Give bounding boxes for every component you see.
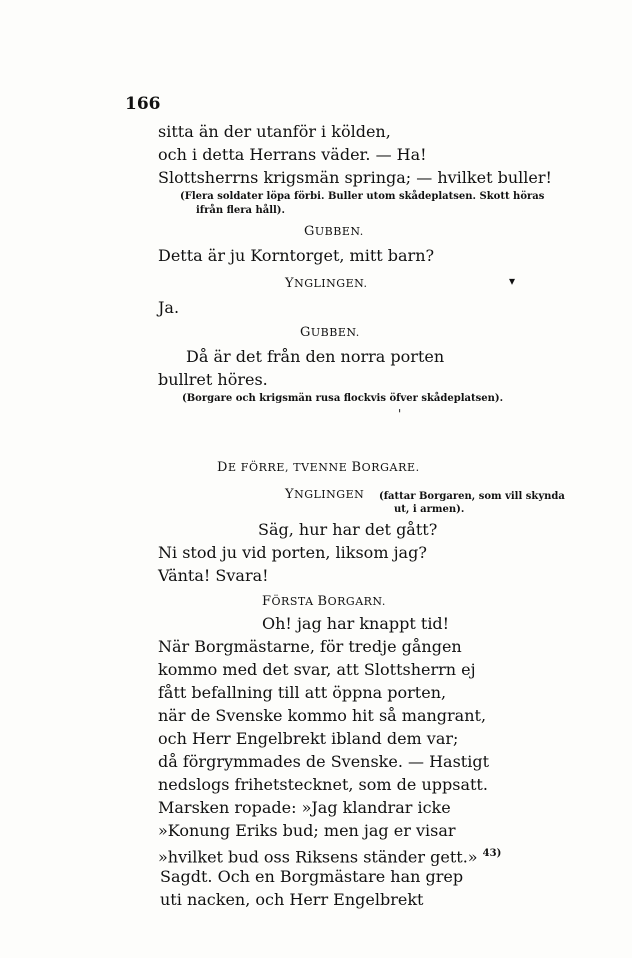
speaker-initial: B: [317, 594, 328, 609]
speaker-initial: Y: [285, 487, 295, 502]
speaker-name: [300, 323, 360, 343]
verse-line: uti nacken, och Herr Engelbrekt: [160, 890, 424, 909]
speaker-rest: UBBEN.: [314, 225, 364, 238]
verse-line: Detta är ju Korntorget, mitt barn?: [158, 246, 435, 265]
verse-line: Sagdt. Och en Borgmästare han grep: [160, 867, 464, 886]
verse-line: Oh! jag har knappt tid!: [262, 614, 450, 633]
stage-direction: (Flera soldater löpa förbi. Buller utom skådeplatsen. Skott höras: [180, 191, 545, 202]
speaker-rest: UBBEN.: [310, 326, 360, 339]
verse-text: »hvilket bud oss Riksens ständer gett.»: [158, 847, 478, 867]
speaker-rest: NGLINGEN.: [294, 277, 368, 290]
scene-heading: [217, 458, 420, 478]
verse-line: kommo med det svar, att Slottsherrn ej: [158, 660, 476, 679]
stage-direction: (fattar Borgaren, som vill skynda: [379, 491, 565, 502]
verse-line: sitta än der utanför i kölden,: [158, 122, 391, 141]
verse-line: när de Svenske kommo hit så mangrant,: [158, 706, 487, 725]
verse-line: Slottsherrns krigsmän springa; — hvilket buller!: [158, 168, 552, 187]
speaker-initial: F: [262, 594, 272, 609]
stage-direction: ifrån flera håll).: [196, 205, 286, 216]
stage-direction: ut, i armen).: [394, 504, 465, 515]
speaker-rest: ÖRSTA: [271, 595, 318, 608]
speaker-name: [304, 222, 364, 242]
verse-line: »Konung Eriks bud; men jag er visar: [158, 821, 456, 840]
heading-initial: D: [217, 460, 229, 475]
verse-line: Marsken ropade: »Jag klandrar icke: [158, 798, 451, 817]
speaker-name: [285, 274, 368, 294]
speaker-initial: G: [304, 224, 315, 239]
speaker-name: [285, 485, 364, 505]
verse-line: och i detta Herrans väder. — Ha!: [158, 145, 427, 164]
speaker-name: [262, 592, 386, 612]
verse-line: fått befallning till att öppna porten,: [158, 683, 447, 702]
verse-line: bullret höres.: [158, 370, 268, 389]
verse-line: och Herr Engelbrekt ibland dem var;: [158, 729, 459, 748]
stage-direction: (Borgare och krigsmän rusa flockvis öfver skådeplatsen).: [182, 393, 504, 404]
stray-mark: ▾: [509, 274, 516, 288]
verse-line: Vänta! Svara!: [158, 566, 269, 585]
speaker-initial: G: [300, 325, 311, 340]
speaker-rest: ORGARN.: [327, 595, 386, 608]
footnote-ref: 43): [482, 848, 502, 859]
verse-line: [158, 844, 501, 867]
heading-rest: ORGARE.: [361, 461, 420, 474]
heading-rest: E FÖRRE, TVENNE: [228, 461, 352, 474]
stray-mark: ': [398, 407, 402, 421]
speaker-rest: NGLINGEN: [294, 488, 365, 501]
verse-line: Ni stod ju vid porten, liksom jag?: [158, 543, 427, 562]
verse-line: då förgrymmades de Svenske. — Hastigt: [158, 752, 490, 771]
heading-initial: B: [351, 460, 362, 475]
verse-line: Säg, hur har det gått?: [258, 520, 438, 539]
verse-line: När Borgmästarne, för tredje gången: [158, 637, 462, 656]
verse-line: nedslogs frihetstecknet, som de uppsatt.: [158, 775, 488, 794]
page-number: 166: [125, 94, 161, 114]
speaker-initial: Y: [285, 276, 295, 291]
verse-line: Då är det från den norra porten: [186, 347, 445, 366]
verse-line: Ja.: [158, 298, 180, 317]
